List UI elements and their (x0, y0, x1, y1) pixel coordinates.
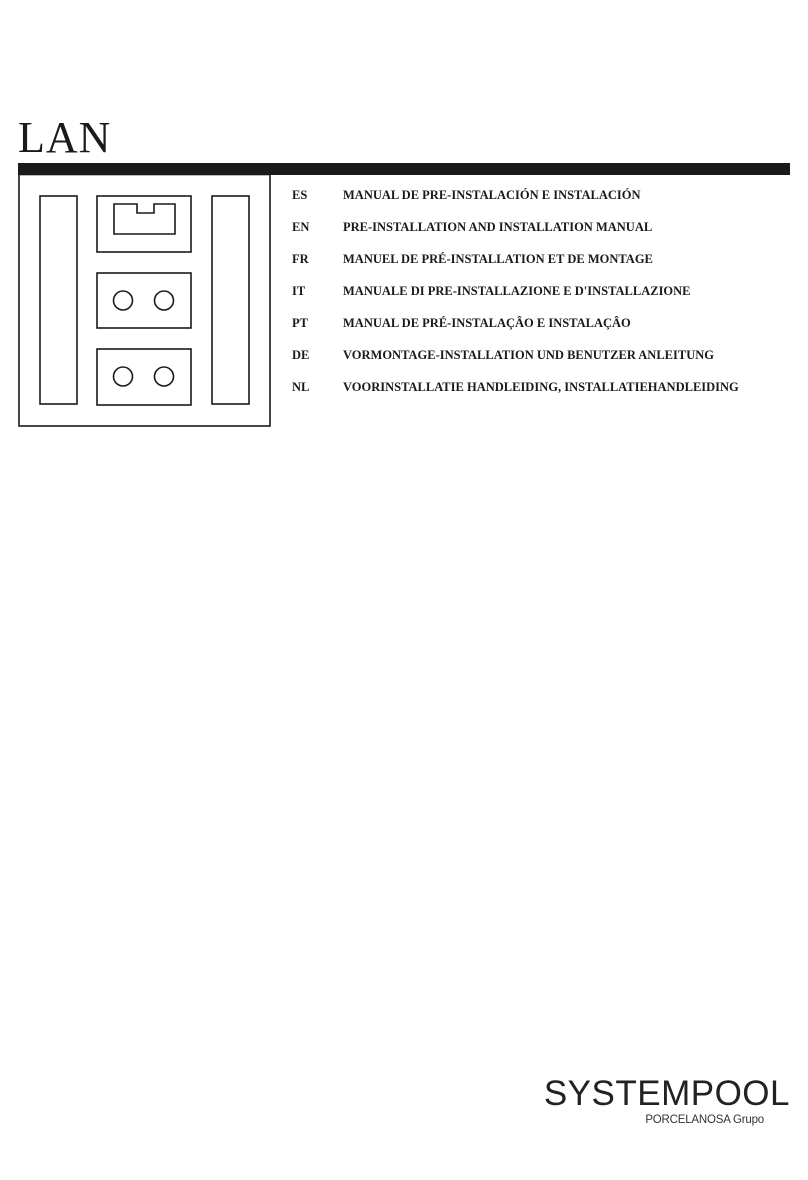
manual-title: VOORINSTALLATIE HANDLEIDING, INSTALLATIEHANDLEIDING (343, 380, 739, 394)
knob-icon (114, 367, 133, 386)
language-code: EN (292, 220, 310, 234)
knob-icon (155, 367, 174, 386)
language-list (292, 188, 792, 412)
language-row-it (292, 284, 792, 316)
language-code: NL (292, 380, 310, 394)
manual-title: MANUAL DE PRE-INSTALACIÓN E INSTALACIÓN (343, 188, 641, 202)
knob-icon (114, 291, 133, 310)
bathroom-furniture-layout-icon (18, 174, 271, 427)
bottom-drawer-unit (97, 349, 191, 405)
language-row-es (292, 188, 792, 220)
language-code: DE (292, 348, 310, 362)
brand-subtitle: PORCELANOSA Grupo (645, 1114, 764, 1126)
language-row-de (292, 348, 792, 380)
manual-title: MANUAL DE PRÉ-INSTALAÇÂO E INSTALAÇÂO (343, 316, 631, 330)
language-row-en (292, 220, 792, 252)
language-code: ES (292, 188, 308, 202)
brand-name: SYSTEMPOOL (543, 1074, 790, 1113)
manual-title: MANUALE DI PRE-INSTALLAZIONE E D'INSTALLAZIONE (343, 284, 691, 298)
language-code: IT (292, 284, 306, 298)
language-code: FR (292, 252, 309, 266)
brand-logo (544, 1076, 790, 1128)
product-title: LAN (18, 113, 112, 162)
left-column-unit (40, 196, 77, 404)
language-row-fr (292, 252, 792, 284)
language-code: PT (292, 316, 308, 330)
washbasin-outline (114, 204, 175, 234)
knob-icon (155, 291, 174, 310)
manual-title: PRE-INSTALLATION AND INSTALLATION MANUAL (343, 220, 653, 234)
top-cabinet-unit (97, 196, 191, 252)
manual-title: MANUEL DE PRÉ-INSTALLATION ET DE MONTAGE (343, 252, 653, 266)
language-row-nl (292, 380, 792, 412)
right-column-unit (212, 196, 249, 404)
language-row-pt (292, 316, 792, 348)
manual-title: VORMONTAGE-INSTALLATION UND BENUTZER ANLEITUNG (343, 348, 714, 362)
middle-drawer-unit (97, 273, 191, 328)
